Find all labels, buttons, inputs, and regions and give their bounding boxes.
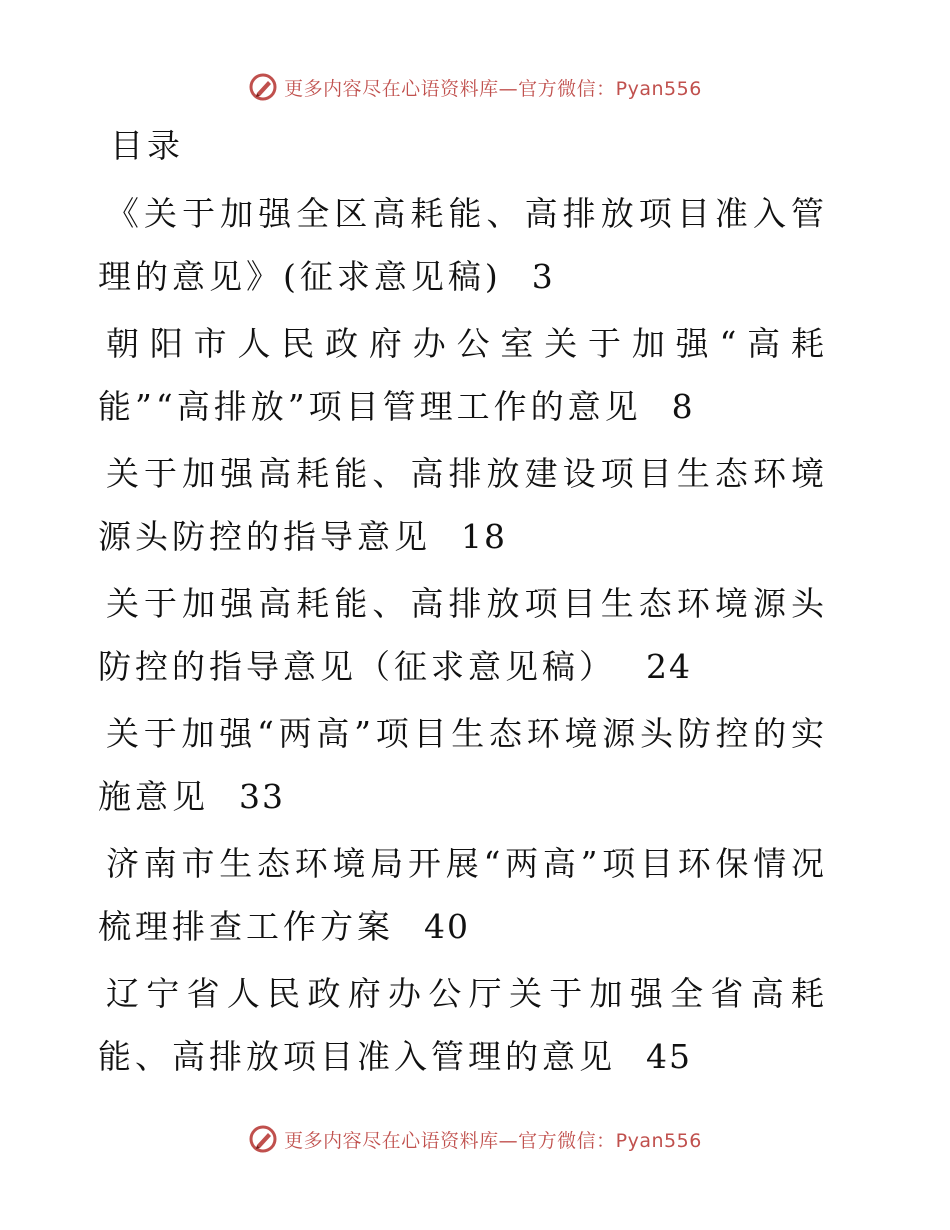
toc-entry-title: 辽宁省人民政府办公厅关于加强全省高耗能、高排放项目准入管理的意见: [98, 974, 828, 1076]
toc-entry[interactable]: [98, 702, 828, 828]
toc-entry[interactable]: [98, 442, 828, 568]
toc-entry-page: 45: [646, 1037, 692, 1076]
toc-entry-title: 关于加强“两高”项目生态环境源头防控的实施意见: [98, 714, 828, 816]
toc-entry-page: 33: [239, 777, 285, 816]
header-watermark: [0, 72, 950, 102]
toc-entry-page: 3: [531, 257, 555, 296]
toc-entry-title: 关于加强高耗能、高排放建设项目生态环境源头防控的指导意见: [98, 454, 828, 556]
toc-title: 目录: [110, 126, 184, 165]
footer-watermark: [0, 1124, 950, 1154]
toc-entry-page: 24: [646, 647, 692, 686]
toc-entry-title: 《关于加强全区高耗能、高排放项目准入管理的意见》(征求意见稿): [98, 194, 828, 296]
table-of-contents: [98, 120, 828, 1092]
watermark-text: 更多内容尽在心语资料库—官方微信：Pyan556: [284, 1129, 702, 1152]
watermark-text: 更多内容尽在心语资料库—官方微信：Pyan556: [284, 77, 702, 100]
pen-logo-icon: [248, 72, 278, 102]
toc-entry-title: 关于加强高耗能、高排放项目生态环境源头防控的指导意见（征求意见稿）: [98, 584, 828, 686]
toc-entry[interactable]: [98, 182, 828, 308]
toc-entry[interactable]: [98, 832, 828, 958]
toc-entry-page: 40: [424, 907, 470, 946]
toc-entry[interactable]: [98, 312, 828, 438]
toc-entry-page: 18: [461, 517, 507, 556]
toc-entry-title: 济南市生态环境局开展“两高”项目环保情况梳理排查工作方案: [98, 844, 828, 946]
toc-entry[interactable]: [98, 572, 828, 698]
toc-entry-title: 朝阳市人民政府办公室关于加强“高耗能”“高排放”项目管理工作的意见: [98, 324, 828, 426]
toc-entry-page: 8: [671, 387, 695, 426]
toc-entry[interactable]: [98, 962, 828, 1088]
pen-logo-icon: [248, 1124, 278, 1154]
